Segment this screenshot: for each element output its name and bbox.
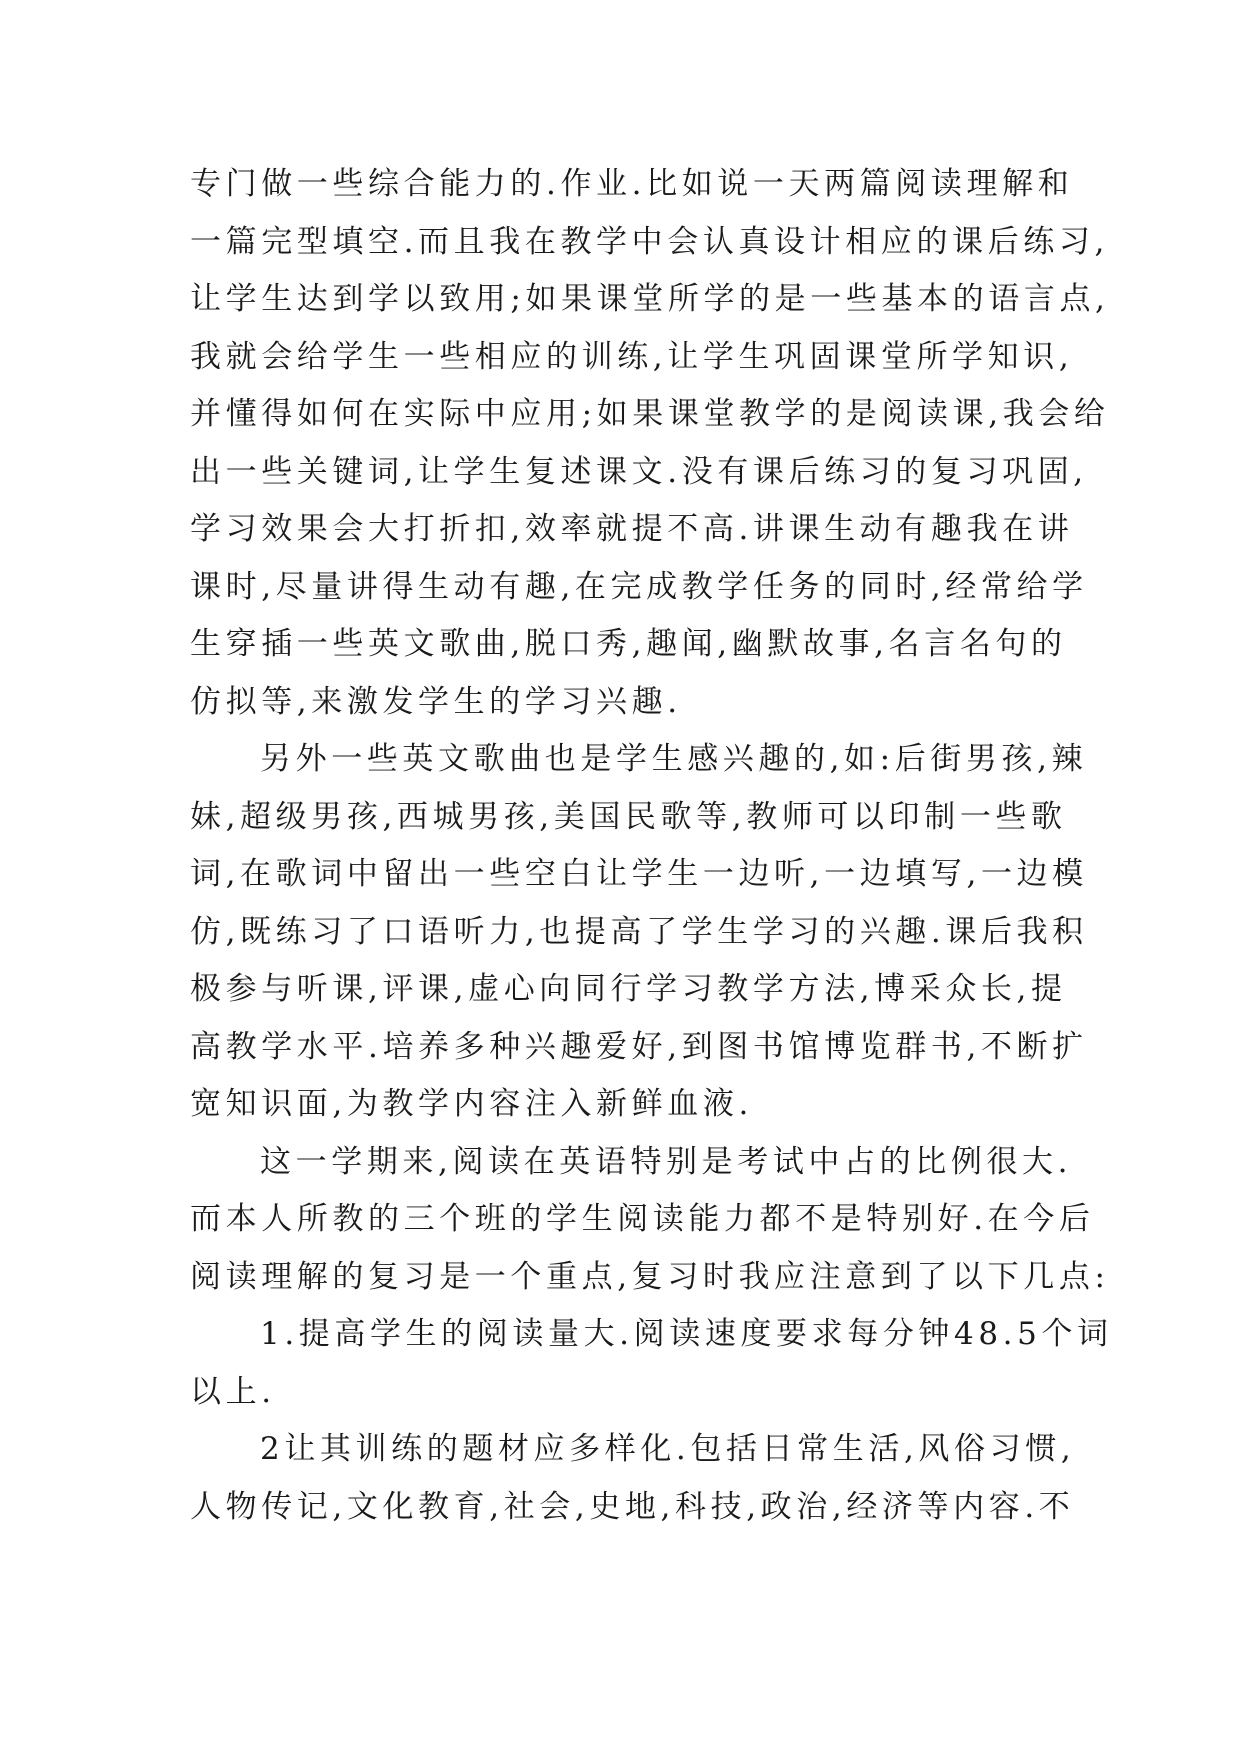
text-line: 人物传记,文化教育,社会,史地,科技,政治,经济等内容.不 — [190, 1488, 1075, 1525]
text-line: 仿拟等,来激发学生的学习兴趣. — [190, 683, 682, 720]
text-line: 我就会给学生一些相应的训练,让学生巩固课堂所学知识, — [190, 338, 1074, 375]
text-line: 阅读理解的复习是一个重点,复习时我应注意到了以下几点: — [190, 1258, 1110, 1295]
text-line: 这一学期来,阅读在英语特别是考试中占的比例很大. — [260, 1143, 1073, 1180]
paragraph-2 — [190, 731, 1088, 1134]
text-line: 仿,既练习了口语听力,也提高了学生学习的兴趣.课后我积 — [190, 913, 1088, 950]
text-line: 课时,尽量讲得生动有趣,在完成教学任务的同时,经常给学 — [190, 568, 1088, 605]
text-line: 另外一些英文歌曲也是学生感兴趣的,如:后街男孩,辣 — [260, 741, 1088, 777]
paragraph-1 — [190, 156, 1110, 731]
text-line: 妹,超级男孩,西城男孩,美国民歌等,教师可以印制一些歌 — [190, 798, 1067, 835]
text-line: 而本人所教的三个班的学生阅读能力都不是特别好.在今后 — [190, 1201, 1095, 1237]
paragraph-5 — [190, 1421, 1076, 1536]
text-line: 学习效果会大打折扣,效率就提不高.讲课生动有趣我在讲 — [190, 511, 1074, 547]
body-text — [190, 156, 1113, 1536]
text-line: 专门做一些综合能力的.作业.比如说一天两篇阅读理解和 — [190, 166, 1074, 202]
paragraph-3 — [190, 1134, 1110, 1307]
paragraph-4 — [190, 1306, 1113, 1421]
text-line: 极参与听课,评课,虚心向同行学习教学方法,博采众长,提 — [190, 971, 1067, 1007]
text-line: 2让其训练的题材应多样化.包括日常生活,风俗习惯, — [260, 1431, 1076, 1467]
text-line: 让学生达到学以致用;如果课堂所学的是一些基本的语言点, — [190, 281, 1110, 317]
text-line: 高教学水平.培养多种兴趣爱好,到图书馆博览群书,不断扩 — [190, 1028, 1088, 1065]
text-line: 宽知识面,为教学内容注入新鲜血液. — [190, 1086, 753, 1122]
text-line: 1.提高学生的阅读量大.阅读速度要求每分钟48.5个词 — [260, 1316, 1113, 1352]
text-line: 生穿插一些英文歌曲,脱口秀,趣闻,幽默故事,名言名句的 — [190, 626, 1067, 662]
text-line: 词,在歌词中留出一些空白让学生一边听,一边填写,一边模 — [190, 856, 1088, 892]
text-line: 以上. — [190, 1373, 276, 1410]
text-line: 出一些关键词,让学生复述课文.没有课后练习的复习巩固, — [190, 453, 1088, 490]
text-line: 并懂得如何在实际中应用;如果课堂教学的是阅读课,我会给 — [190, 396, 1110, 432]
text-line: 一篇完型填空.而且我在教学中会认真设计相应的课后练习, — [190, 223, 1109, 260]
